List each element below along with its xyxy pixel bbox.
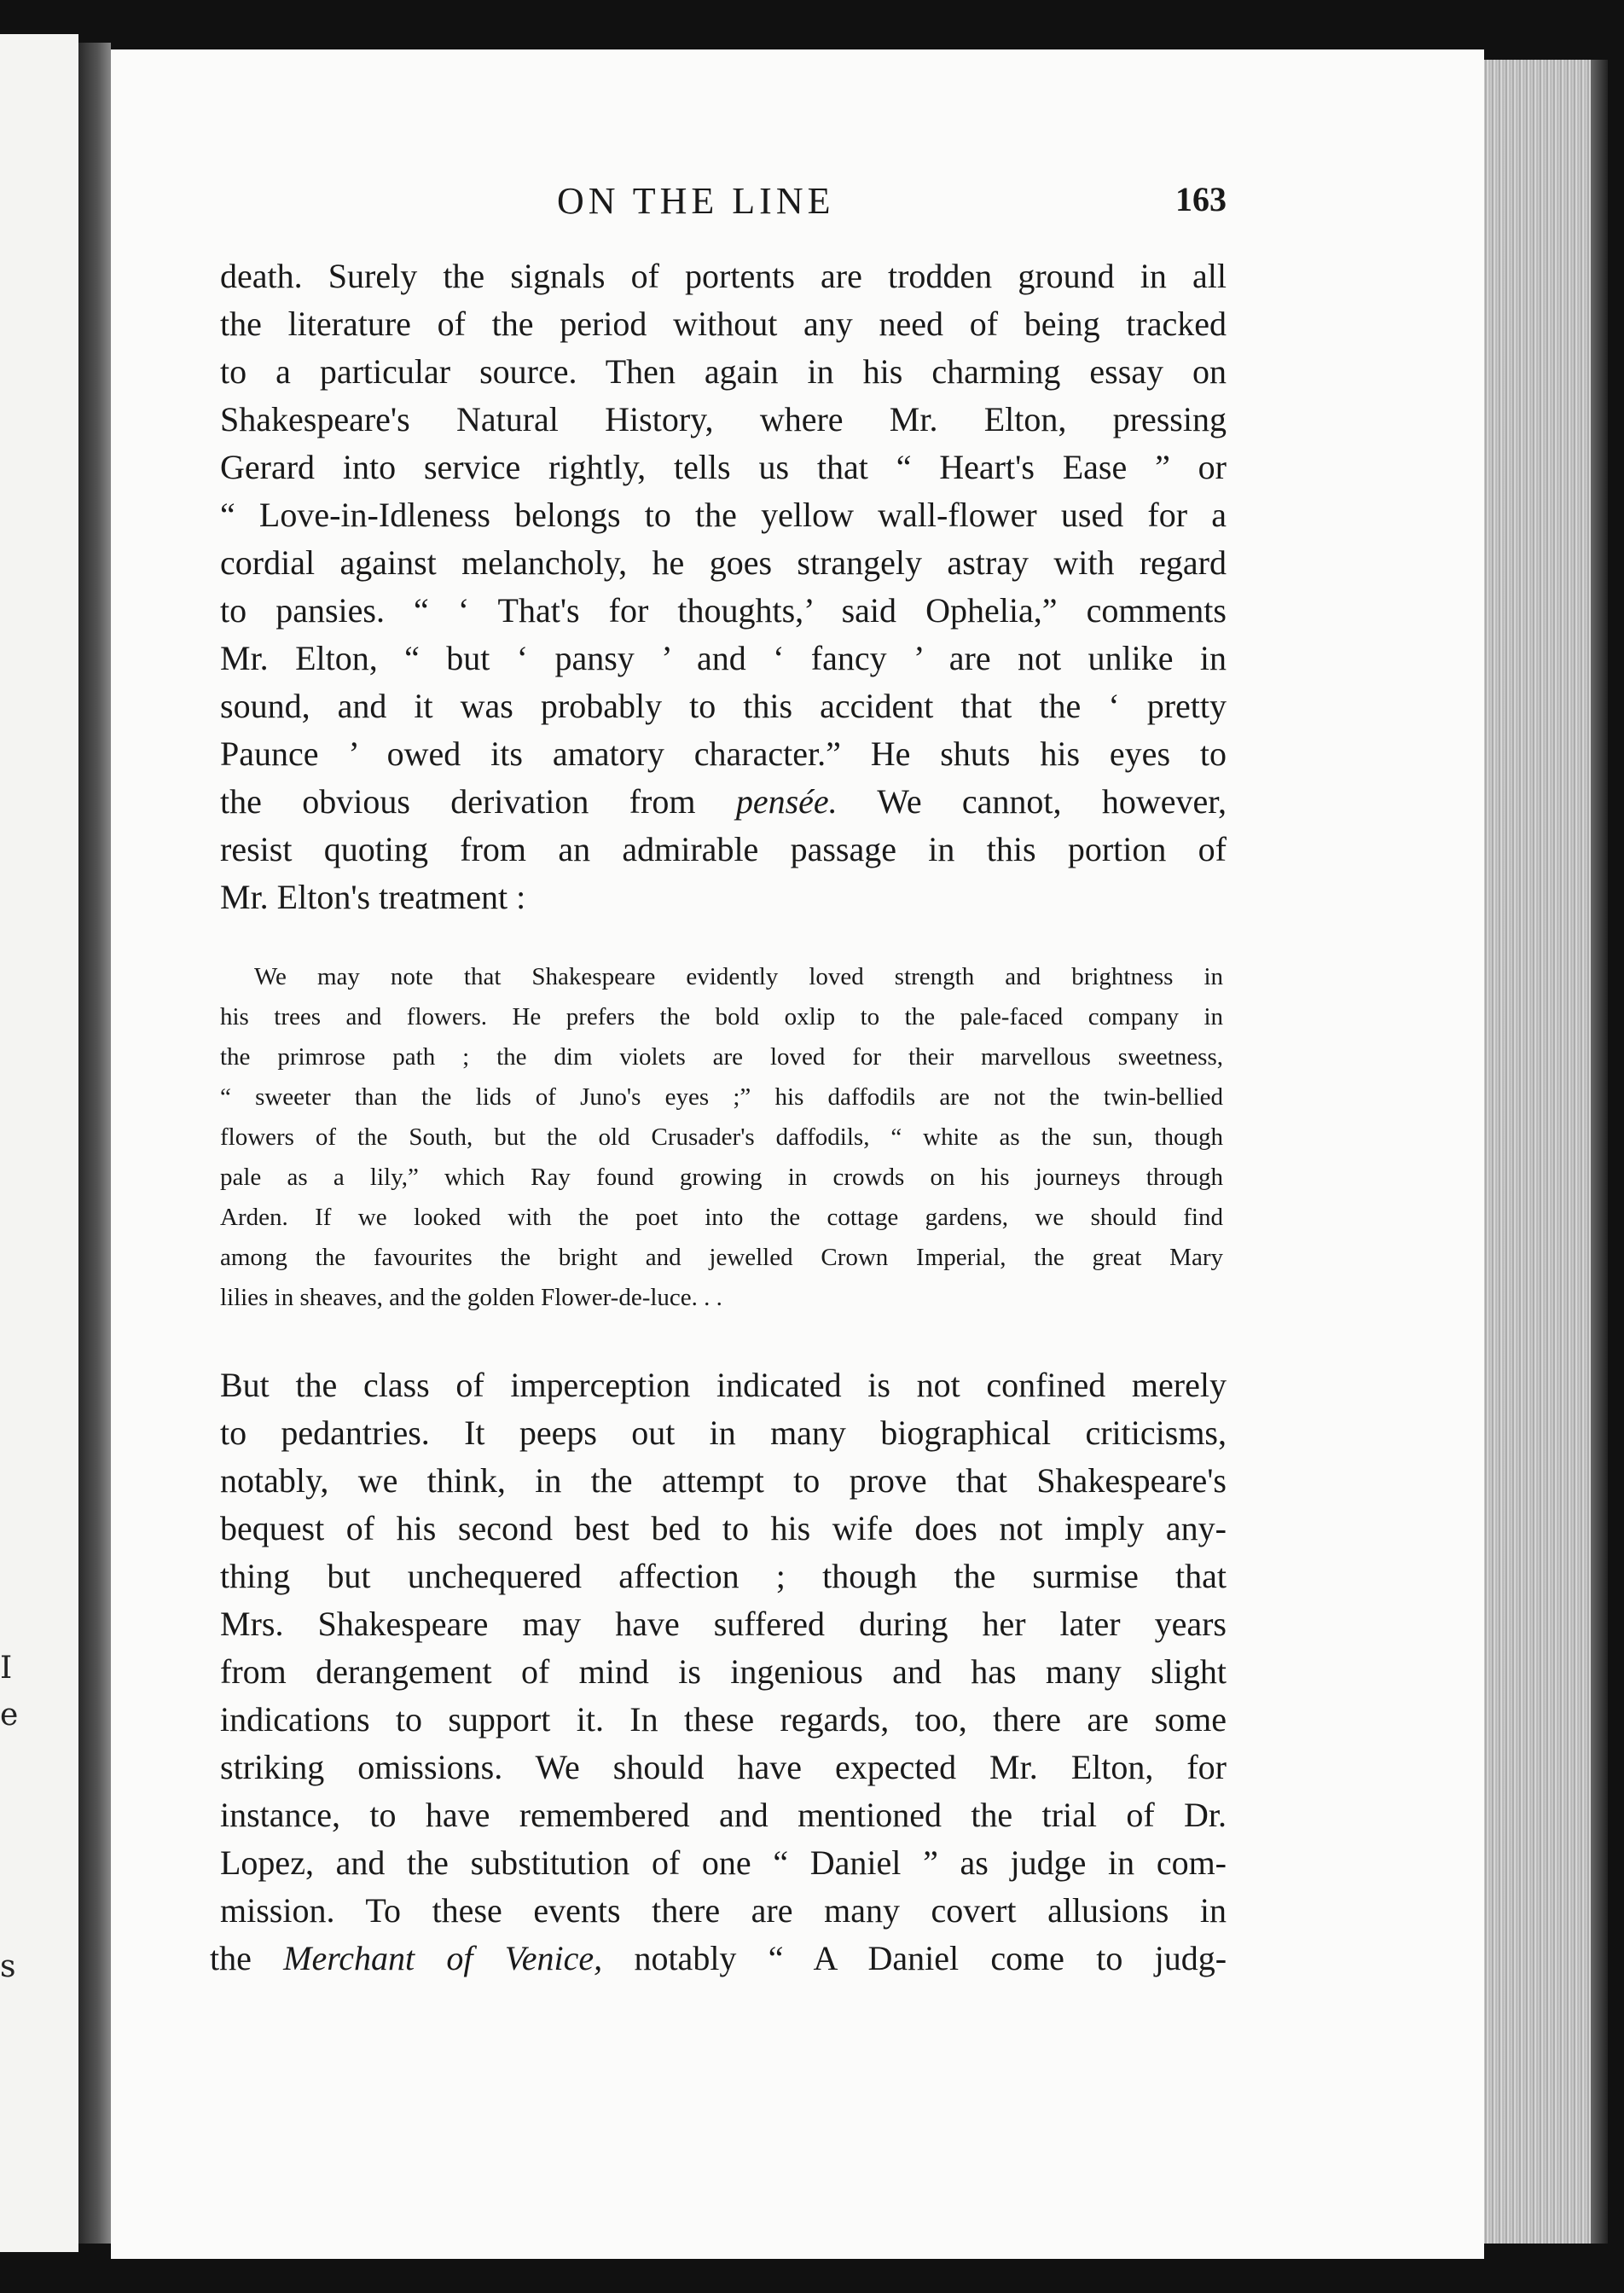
text-run: the: [210, 1939, 284, 1977]
page-number: 163: [1175, 180, 1227, 218]
text-line: Paunce ’ owed its amatory character.” He shuts his eyes to: [220, 734, 1227, 773]
quote-line: Arden. If we looked with the poet into the cottage gardens, we should find: [220, 1204, 1223, 1231]
text-line: cordial against melancholy, he goes strangely astray with regard: [220, 543, 1227, 582]
text-line: But the class of imperception indicated is not confined merely: [220, 1366, 1227, 1404]
block-quotation: [220, 957, 1223, 1318]
text-line: to pansies. “ ‘ That's for thoughts,’ said Ophelia,” comments: [220, 591, 1227, 630]
quote-line: his trees and flowers. He prefers the bold oxlip to the pale-faced company in: [220, 1003, 1223, 1030]
running-title: ON THE LINE: [557, 180, 835, 222]
text-line: resist quoting from an admirable passage in this portion of: [220, 830, 1227, 868]
text-line: instance, to have remembered and mentioned the trial of Dr.: [220, 1796, 1227, 1834]
text-line: Lopez, and the substitution of one “ Daniel ” as judge in com-: [220, 1843, 1227, 1882]
text-line: thing but unchequered affection ; though the surmise that: [220, 1557, 1227, 1595]
text-run: notably “ A Daniel come to judg-: [602, 1939, 1227, 1977]
text-line: indications to support it. In these regards, too, there are some: [220, 1700, 1227, 1739]
left-margin-letter: s: [0, 1949, 16, 1984]
left-margin-letter: I: [0, 1651, 13, 1686]
quote-line: the primrose path ; the dim violets are loved for their marvellous sweetness,: [220, 1043, 1223, 1071]
left-facing-page: [0, 34, 78, 2252]
quote-line: lilies in sheaves, and the golden Flower-de-luce. . .: [220, 1284, 722, 1311]
text-line: from derangement of mind is ingenious and has many slight: [220, 1652, 1227, 1691]
text-line: notably, we think, in the attempt to prove that Shakespeare's: [220, 1461, 1227, 1500]
text-run: We cannot, however,: [837, 782, 1227, 821]
quote-line: pale as a lily,” which Ray found growing in crowds on his journeys through: [220, 1164, 1223, 1191]
running-head: [220, 179, 1227, 239]
italic-word: pensée.: [735, 782, 838, 821]
left-margin-letter: e: [0, 1698, 19, 1733]
text-line: to a particular source. Then again in his charming essay on: [220, 352, 1227, 391]
quote-line: We may note that Shakespeare evidently loved strength and brightness in: [254, 963, 1223, 990]
text-line: Mrs. Shakespeare may have suffered during her later years: [220, 1605, 1227, 1643]
paragraph-1: [220, 253, 1227, 921]
text-line-merchant: [210, 1935, 1227, 1982]
text-line: Mr. Elton's treatment :: [220, 878, 526, 916]
text-line: striking omissions. We should have expected Mr. Elton, for: [220, 1748, 1227, 1786]
text-line: bequest of his second best bed to his wife does not imply any-: [220, 1509, 1227, 1547]
book-gutter: [78, 43, 111, 2244]
paragraph-2: [210, 1361, 1227, 1982]
text-line-pensee: [220, 778, 1227, 826]
text-line: “ Love-in-Idleness belongs to the yellow wall-flower used for a: [220, 496, 1227, 534]
text-line: death. Surely the signals of portents are trodden ground in all: [220, 257, 1227, 295]
page-edges: [1484, 60, 1591, 2244]
page-edge-shadow: [1591, 60, 1608, 2244]
quote-line: flowers of the South, but the old Crusader's daffodils, “ white as the sun, though: [220, 1123, 1223, 1151]
text-line: Gerard into service rightly, tells us that “ Heart's Ease ” or: [220, 448, 1227, 486]
quote-line: “ sweeter than the lids of Juno's eyes ;” his daffodils are not the twin-bellied: [220, 1083, 1223, 1111]
text-run: the obvious derivation from: [220, 782, 736, 821]
text-line: mission. To these events there are many covert allusions in: [220, 1891, 1227, 1930]
quote-line: among the favourites the bright and jewelled Crown Imperial, the great Mary: [220, 1244, 1223, 1271]
text-line: to pedantries. It peeps out in many biographical criticisms,: [220, 1414, 1227, 1452]
text-line: sound, and it was probably to this accident that the ‘ pretty: [220, 687, 1227, 725]
italic-title: Merchant of Venice,: [283, 1939, 603, 1977]
text-line: Shakespeare's Natural History, where Mr. Elton, pressing: [220, 400, 1227, 438]
text-line: Mr. Elton, “ but ‘ pansy ’ and ‘ fancy ’ are not unlike in: [220, 639, 1227, 677]
text-line: the literature of the period without any need of being tracked: [220, 305, 1227, 343]
